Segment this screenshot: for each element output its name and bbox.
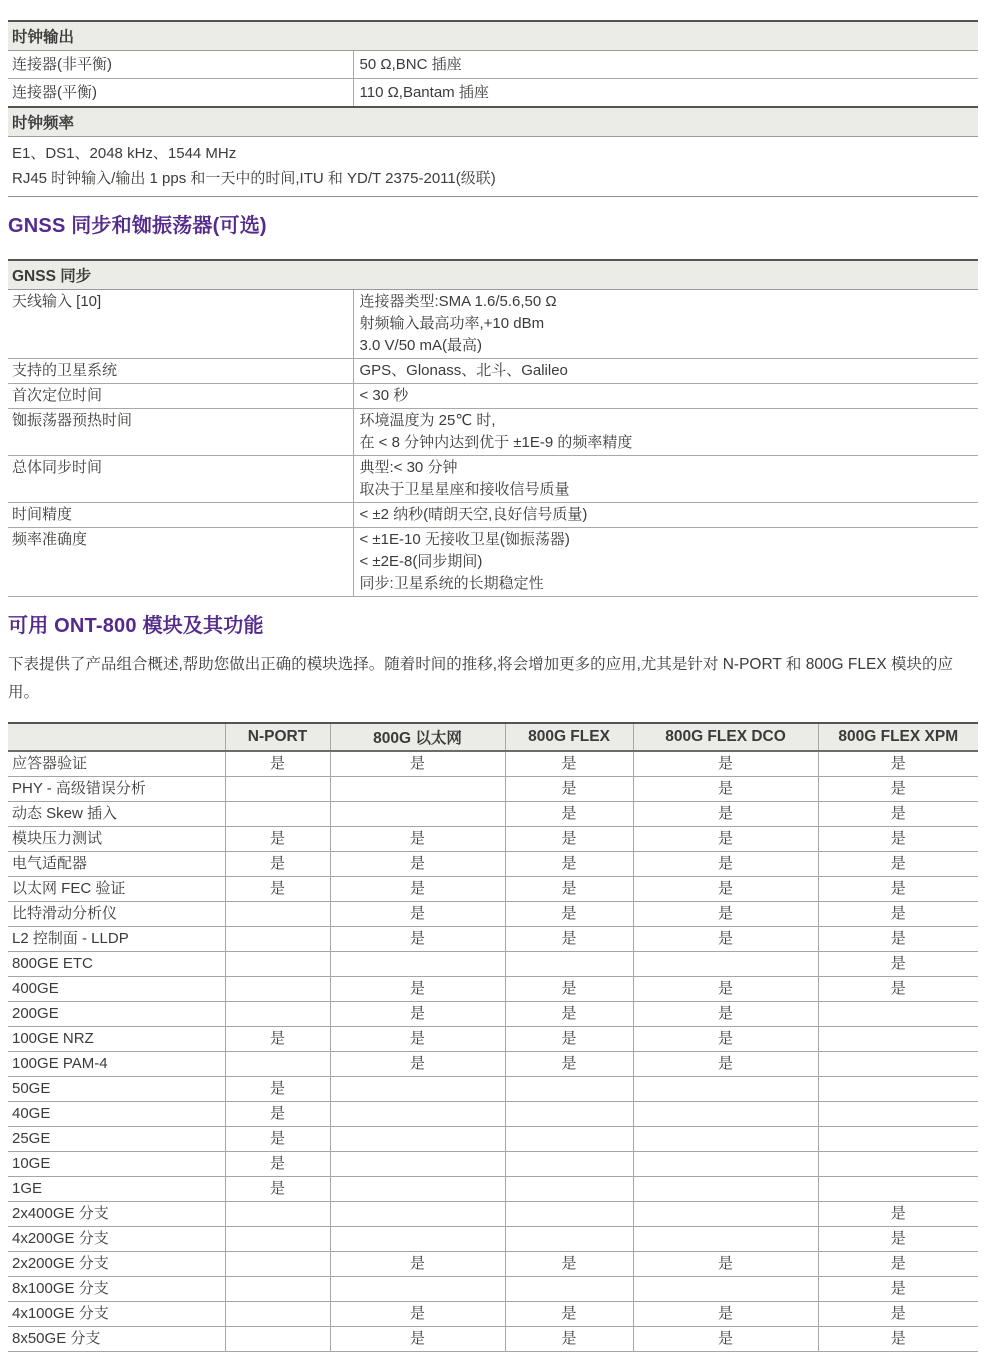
modules-intro: 下表提供了产品组合概述,帮助您做出正确的模块选择。随着时间的推移,将会增加更多的应用,尤其是针对 N-PORT 和 800G FLEX 模块的应用。	[8, 656, 953, 701]
support-cell: 是	[330, 1027, 505, 1052]
spec-value	[353, 456, 978, 503]
matrix-row	[8, 1277, 978, 1302]
spec-value	[353, 359, 978, 384]
support-cell: 是	[818, 927, 978, 952]
support-cell: 是	[505, 1327, 633, 1352]
support-cell: 是	[633, 1252, 818, 1277]
support-cell	[330, 1202, 505, 1227]
spec-value	[353, 409, 978, 456]
spec-value	[353, 528, 978, 597]
matrix-row	[8, 827, 978, 852]
support-cell: 是	[633, 977, 818, 1002]
spec-row	[8, 409, 978, 456]
support-cell: 是	[818, 1327, 978, 1352]
feature-cell: 模块压力测试	[8, 827, 225, 852]
module-feature-matrix	[8, 722, 978, 1352]
feature-cell: PHY - 高级错误分析	[8, 777, 225, 802]
support-cell	[505, 1177, 633, 1202]
support-cell	[225, 1202, 330, 1227]
matrix-row	[8, 1027, 978, 1052]
support-cell: 是	[330, 977, 505, 1002]
spec-row	[8, 456, 978, 503]
support-cell	[330, 802, 505, 827]
section-header: 时钟输出	[8, 21, 978, 51]
support-cell	[330, 1102, 505, 1127]
support-cell: 是	[225, 1177, 330, 1202]
feature-cell: 动态 Skew 插入	[8, 802, 225, 827]
support-cell: 是	[818, 1202, 978, 1227]
feature-cell: 4x100GE 分支	[8, 1302, 225, 1327]
support-cell: 是	[225, 751, 330, 777]
support-cell: 是	[330, 1302, 505, 1327]
support-cell	[225, 1277, 330, 1302]
spec-label: 连接器(非平衡)	[8, 51, 353, 79]
matrix-row	[8, 751, 978, 777]
support-cell	[330, 1152, 505, 1177]
feature-cell: 800GE ETC	[8, 952, 225, 977]
spec-row	[8, 51, 978, 79]
support-cell	[505, 1077, 633, 1102]
support-cell: 是	[818, 877, 978, 902]
support-cell	[633, 952, 818, 977]
matrix-row	[8, 1002, 978, 1027]
spec-row	[8, 359, 978, 384]
matrix-row	[8, 1152, 978, 1177]
support-cell	[225, 1052, 330, 1077]
matrix-column-header: N-PORT	[225, 723, 330, 751]
feature-cell: 以太网 FEC 验证	[8, 877, 225, 902]
support-cell: 是	[225, 1077, 330, 1102]
support-cell: 是	[818, 952, 978, 977]
support-cell: 是	[505, 1302, 633, 1327]
spec-row	[8, 79, 978, 108]
matrix-column-header: 800G 以太网	[330, 723, 505, 751]
feature-cell: 2x200GE 分支	[8, 1252, 225, 1277]
spec-value-line: 连接器类型:SMA 1.6/5.6,50 Ω	[359, 293, 557, 310]
spec-label: 时间精度	[8, 503, 353, 528]
support-cell	[505, 952, 633, 977]
support-cell	[225, 1327, 330, 1352]
matrix-row	[8, 1302, 978, 1327]
matrix-row	[8, 952, 978, 977]
matrix-row	[8, 977, 978, 1002]
spec-row	[8, 503, 978, 528]
support-cell	[330, 1177, 505, 1202]
feature-cell: L2 控制面 - LLDP	[8, 927, 225, 952]
support-cell: 是	[225, 1127, 330, 1152]
feature-cell: 8x50GE 分支	[8, 1327, 225, 1352]
spec-value-line: < ±2E-8(同步期间)	[359, 553, 483, 570]
support-cell	[818, 1027, 978, 1052]
support-cell: 是	[330, 927, 505, 952]
support-cell: 是	[818, 902, 978, 927]
spec-value-line: 环境温度为 25℃ 时,	[359, 412, 496, 429]
matrix-row	[8, 1127, 978, 1152]
section-header-row	[8, 107, 978, 137]
feature-cell: 2x400GE 分支	[8, 1202, 225, 1227]
support-cell: 是	[225, 1102, 330, 1127]
matrix-row	[8, 852, 978, 877]
support-cell	[633, 1227, 818, 1252]
support-cell	[330, 777, 505, 802]
support-cell: 是	[633, 877, 818, 902]
support-cell: 是	[225, 852, 330, 877]
support-cell	[225, 927, 330, 952]
spec-line: RJ45 时钟输入/输出 1 pps 和一天中的时间,ITU 和 YD/T 2375-2011(级联)	[12, 170, 496, 187]
modules-section-heading: 可用 ONT-800 模块及其功能	[8, 615, 264, 637]
feature-cell: 100GE NRZ	[8, 1027, 225, 1052]
spec-row	[8, 290, 978, 359]
spec-label: 连接器(平衡)	[8, 79, 353, 108]
spec-value-line: 射频输入最高功率,+10 dBm	[359, 315, 545, 332]
spec-value-line: < ±1E-10 无接收卫星(铷振荡器)	[359, 531, 570, 548]
support-cell: 是	[225, 1027, 330, 1052]
support-cell: 是	[225, 1152, 330, 1177]
support-cell: 是	[330, 827, 505, 852]
support-cell: 是	[633, 1002, 818, 1027]
support-cell: 是	[330, 1252, 505, 1277]
support-cell: 是	[330, 902, 505, 927]
matrix-row	[8, 927, 978, 952]
spec-full-cell	[8, 137, 978, 197]
support-cell	[330, 952, 505, 977]
support-cell	[633, 1202, 818, 1227]
support-cell: 是	[330, 1052, 505, 1077]
support-cell: 是	[633, 1052, 818, 1077]
support-cell	[330, 1127, 505, 1152]
support-cell: 是	[818, 1302, 978, 1327]
section-header: 时钟频率	[8, 107, 978, 137]
support-cell	[633, 1102, 818, 1127]
spec-row	[8, 528, 978, 597]
spec-value: 50 Ω,BNC 插座	[353, 51, 978, 79]
matrix-column-header: 800G FLEX	[505, 723, 633, 751]
support-cell: 是	[505, 927, 633, 952]
spec-value	[353, 384, 978, 409]
support-cell: 是	[818, 802, 978, 827]
spec-value-line: < ±2 纳秒(晴朗天空,良好信号质量)	[359, 506, 588, 523]
spec-label: 首次定位时间	[8, 384, 353, 409]
feature-cell: 25GE	[8, 1127, 225, 1152]
support-cell: 是	[633, 802, 818, 827]
feature-cell: 电气适配器	[8, 852, 225, 877]
matrix-row	[8, 777, 978, 802]
support-cell	[818, 1102, 978, 1127]
section-header: GNSS 同步	[8, 260, 978, 290]
spec-value-line: < 30 秒	[359, 387, 409, 404]
support-cell: 是	[505, 1052, 633, 1077]
support-cell: 是	[818, 777, 978, 802]
support-cell: 是	[330, 1002, 505, 1027]
support-cell	[633, 1152, 818, 1177]
support-cell	[818, 1152, 978, 1177]
support-cell	[225, 1227, 330, 1252]
section-header-row	[8, 260, 978, 290]
spec-value	[353, 503, 978, 528]
support-cell: 是	[818, 977, 978, 1002]
support-cell	[818, 1127, 978, 1152]
matrix-column-header: 800G FLEX DCO	[633, 723, 818, 751]
spec-value-line: 同步:卫星系统的长期稳定性	[359, 575, 544, 592]
matrix-column-header: 800G FLEX XPM	[818, 723, 978, 751]
support-cell: 是	[505, 1002, 633, 1027]
feature-cell: 100GE PAM-4	[8, 1052, 225, 1077]
feature-cell: 4x200GE 分支	[8, 1227, 225, 1252]
support-cell	[633, 1177, 818, 1202]
support-cell	[225, 952, 330, 977]
matrix-row	[8, 877, 978, 902]
feature-cell: 比特滑动分析仪	[8, 902, 225, 927]
support-cell: 是	[818, 827, 978, 852]
feature-cell: 1GE	[8, 1177, 225, 1202]
support-cell	[505, 1227, 633, 1252]
spec-label: 支持的卫星系统	[8, 359, 353, 384]
feature-cell: 200GE	[8, 1002, 225, 1027]
gnss-spec-table	[8, 259, 978, 597]
matrix-corner-cell	[8, 723, 225, 751]
support-cell	[505, 1127, 633, 1152]
support-cell	[633, 1277, 818, 1302]
support-cell: 是	[633, 902, 818, 927]
support-cell	[633, 1127, 818, 1152]
matrix-row	[8, 902, 978, 927]
spec-value	[353, 290, 978, 359]
support-cell	[330, 1227, 505, 1252]
matrix-row	[8, 1052, 978, 1077]
support-cell: 是	[818, 751, 978, 777]
support-cell: 是	[505, 1252, 633, 1277]
matrix-row	[8, 1327, 978, 1352]
matrix-row	[8, 1177, 978, 1202]
support-cell	[505, 1102, 633, 1127]
spec-label: 天线输入 [10]	[8, 290, 353, 359]
spec-row	[8, 384, 978, 409]
support-cell	[330, 1077, 505, 1102]
support-cell: 是	[505, 1027, 633, 1052]
support-cell	[505, 1202, 633, 1227]
support-cell: 是	[633, 777, 818, 802]
support-cell: 是	[818, 1277, 978, 1302]
support-cell: 是	[225, 877, 330, 902]
matrix-row	[8, 1227, 978, 1252]
matrix-header-row	[8, 723, 978, 751]
support-cell: 是	[505, 852, 633, 877]
matrix-row	[8, 802, 978, 827]
section-header-row	[8, 21, 978, 51]
matrix-row	[8, 1102, 978, 1127]
support-cell	[818, 1002, 978, 1027]
gnss-section-heading: GNSS 同步和铷振荡器(可选)	[8, 215, 267, 237]
feature-cell: 应答器验证	[8, 751, 225, 777]
support-cell	[225, 977, 330, 1002]
support-cell	[225, 902, 330, 927]
feature-cell: 50GE	[8, 1077, 225, 1102]
support-cell: 是	[330, 751, 505, 777]
support-cell: 是	[505, 751, 633, 777]
support-cell: 是	[818, 1252, 978, 1277]
spec-value-line: 典型:< 30 分钟	[359, 459, 458, 476]
support-cell: 是	[633, 927, 818, 952]
matrix-row	[8, 1202, 978, 1227]
spec-value-line: 在 < 8 分钟内达到优于 ±1E-9 的频率精度	[359, 434, 633, 451]
support-cell	[225, 802, 330, 827]
support-cell	[818, 1077, 978, 1102]
support-cell: 是	[330, 852, 505, 877]
support-cell: 是	[633, 1302, 818, 1327]
spec-value-line: 取决于卫星星座和接收信号质量	[359, 481, 570, 498]
support-cell	[225, 1002, 330, 1027]
spec-value-line: 3.0 V/50 mA(最高)	[359, 337, 483, 354]
spec-label: 总体同步时间	[8, 456, 353, 503]
support-cell	[330, 1277, 505, 1302]
clock-spec-table	[8, 20, 978, 197]
feature-cell: 10GE	[8, 1152, 225, 1177]
support-cell: 是	[633, 852, 818, 877]
support-cell: 是	[505, 977, 633, 1002]
support-cell: 是	[633, 751, 818, 777]
spec-line: E1、DS1、2048 kHz、1544 MHz	[12, 145, 237, 162]
support-cell	[225, 1302, 330, 1327]
support-cell: 是	[330, 877, 505, 902]
support-cell	[225, 1252, 330, 1277]
feature-cell: 8x100GE 分支	[8, 1277, 225, 1302]
support-cell: 是	[505, 877, 633, 902]
feature-cell: 40GE	[8, 1102, 225, 1127]
support-cell	[505, 1152, 633, 1177]
support-cell: 是	[633, 1327, 818, 1352]
support-cell	[505, 1277, 633, 1302]
support-cell: 是	[633, 827, 818, 852]
support-cell: 是	[818, 1227, 978, 1252]
support-cell	[818, 1177, 978, 1202]
support-cell	[225, 777, 330, 802]
spec-label: 频率准确度	[8, 528, 353, 597]
spec-label: 铷振荡器预热时间	[8, 409, 353, 456]
support-cell	[818, 1052, 978, 1077]
support-cell: 是	[505, 827, 633, 852]
matrix-row	[8, 1252, 978, 1277]
feature-cell: 400GE	[8, 977, 225, 1002]
spec-value: 110 Ω,Bantam 插座	[353, 79, 978, 108]
support-cell: 是	[633, 1027, 818, 1052]
support-cell: 是	[505, 802, 633, 827]
support-cell: 是	[225, 827, 330, 852]
support-cell: 是	[330, 1327, 505, 1352]
spec-value-line: GPS、Glonass、北斗、Galileo	[359, 362, 568, 379]
matrix-row	[8, 1077, 978, 1102]
support-cell: 是	[505, 777, 633, 802]
support-cell	[633, 1077, 818, 1102]
support-cell: 是	[818, 852, 978, 877]
support-cell: 是	[505, 902, 633, 927]
spec-full-row	[8, 137, 978, 197]
